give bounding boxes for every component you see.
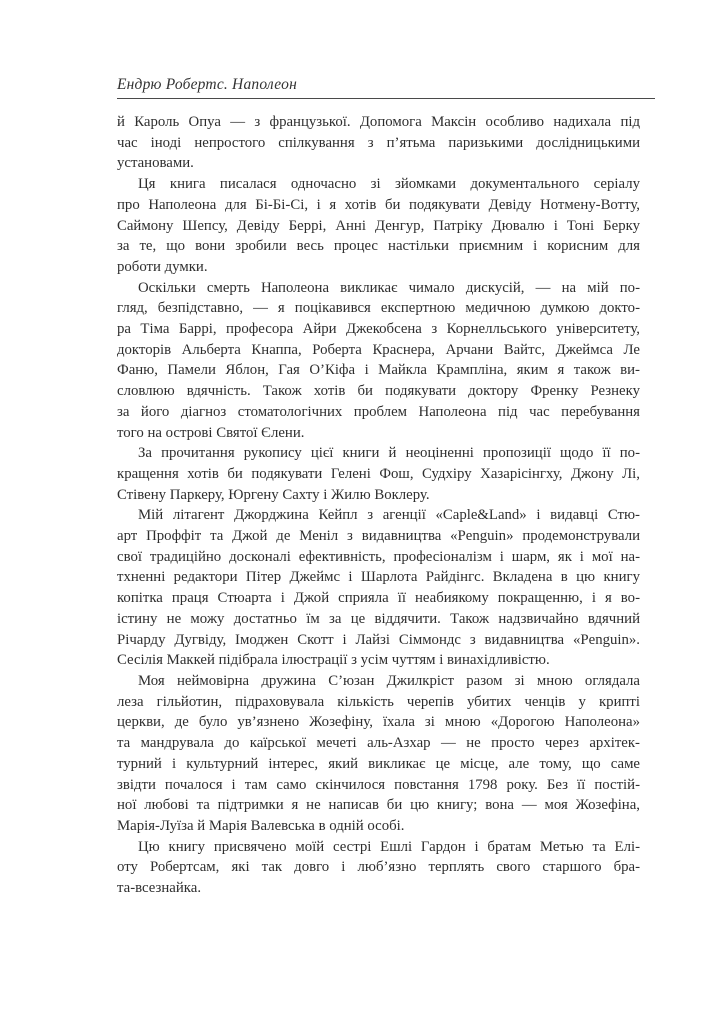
text-line: Моя неймовірна дружина С’юзан Джилкріст разом зі мною оглядала (138, 672, 640, 689)
text-line: гляд, безпідставно, — я поцікавився експертною медичною думкою докто- (117, 300, 640, 317)
text-line: леза гільйотин, підраховувала кількість черепів убитих ченців у крипті (117, 693, 640, 710)
text-line: час іноді непростого спілкування з п’ятьма паризькими дослідницькими (117, 134, 640, 151)
text-line: церкви, де було ув’язнено Жозефіну, їхала зі мною «Дорогою Наполеона» (117, 714, 640, 731)
text-line: кращення хотів би подякувати Гелені Фош, Судхіру Хазарісінгху, Джону Лі, (117, 465, 640, 482)
body-text (117, 112, 640, 899)
text-line: турний і культурний інтерес, який викликає це місце, але тому, що саме (117, 755, 640, 772)
text-line: Фаню, Памели Яблон, Гая О’Кіфа і Майкла Крампліна, яким я також ви- (117, 362, 640, 379)
text-line: та-всезнайка. (117, 880, 202, 897)
header-rule (117, 98, 655, 99)
text-line: ної любові та підтримки я не написав би цю книгу; вона — моя Жозефіна, (117, 797, 640, 814)
text-line: Саймону Шепсу, Девіду Беррі, Анні Денгур, Патріку Дювалю і Тоні Берку (117, 217, 640, 234)
text-line: оту Робертсам, які так довго і люб’язно терплять свого старшого бра- (117, 859, 640, 876)
text-line: й Кароль Опуа — з французької. Допомога Максін особливо надихала під (117, 114, 640, 130)
paragraph (117, 443, 640, 505)
paragraph (117, 174, 640, 278)
paragraph (117, 837, 640, 899)
text-line: ра Тіма Баррі, професора Айри Джекобсена з Корнелльського університету, (117, 321, 640, 338)
text-line: Річарду Дугвіду, Імоджен Скотт і Лайзі Сіммондс з видавництва «Penguin». (117, 631, 640, 648)
running-header-title: Ендрю Робертс. Наполеон (117, 76, 297, 93)
text-line: докторів Альберта Кнаппа, Роберта Краснера, Арчани Вайтс, Джеймса Ле (117, 341, 640, 358)
text-line: Цю книгу присвячено моїй сестрі Ешлі Гардон і братам Метью та Елі- (138, 838, 640, 855)
text-line: того на острові Святої Єлени. (117, 424, 305, 441)
text-line: За прочитання рукопису цієї книги й неоціненні пропозиції щодо її по- (138, 445, 640, 462)
paragraph (117, 671, 640, 837)
text-line: істину не можу достатньо їм за це віддячити. Також надзвичайно вдячний (117, 610, 640, 627)
text-line: установами. (117, 155, 194, 172)
text-line: за те, що вони зробили весь процес настільки приємним і корисним для (117, 238, 640, 255)
text-line: тхненні редактори Пітер Джеймс і Шарлота Райдінгс. Вкладена в цю книгу (117, 569, 640, 586)
paragraph (117, 112, 640, 174)
text-line: арт Проффіт та Джой де Меніл з видавництва «Penguin» продемонстрували (117, 528, 640, 545)
text-line: Ця книга писалася одночасно зі зйомками документального серіалу (138, 176, 640, 193)
page-header (117, 76, 716, 99)
paragraph (117, 278, 640, 444)
text-line: копітка праця Стюарта і Джой сприяла її неабиякому покращенню, і я во- (117, 590, 640, 607)
text-line: Мій літагент Джорджина Кейпл з агенції «Caple&Land» і видавці Стю- (138, 507, 640, 524)
paragraph (117, 505, 640, 671)
text-line: словлюю вдячність. Також хотів би подякувати доктору Френку Резнеку (117, 383, 640, 400)
text-line: та мандрувала до каїрської мечеті аль-Азхар — не просто через архітек- (117, 735, 640, 752)
text-line: роботи думки. (117, 258, 208, 275)
text-line: Марія-Луїза й Марія Валевська в одній особі. (117, 817, 405, 834)
text-line: свої традиційно досконалі ефективність, професіоналізм і шарм, як і мої на- (117, 548, 640, 565)
text-line: за його діагноз стоматологічних проблем Наполеона під час перебування (117, 403, 640, 420)
text-line: Стівену Паркеру, Юргену Сахту і Жилю Воклеру. (117, 486, 430, 503)
text-line: про Наполеона для Бі-Бі-Сі, і я хотів би подякувати Девіду Нотмену-Вотту, (117, 196, 640, 213)
text-line: звідти почалося і там само скінчилося повстання 1798 року. Без її постій- (117, 776, 640, 793)
text-line: Оскільки смерть Наполеона викликає чимало дискусій, — на мій по- (138, 279, 640, 296)
text-line: Сесілія Маккей підібрала ілюстрації з усім чуттям і винахідливістю. (117, 652, 550, 669)
